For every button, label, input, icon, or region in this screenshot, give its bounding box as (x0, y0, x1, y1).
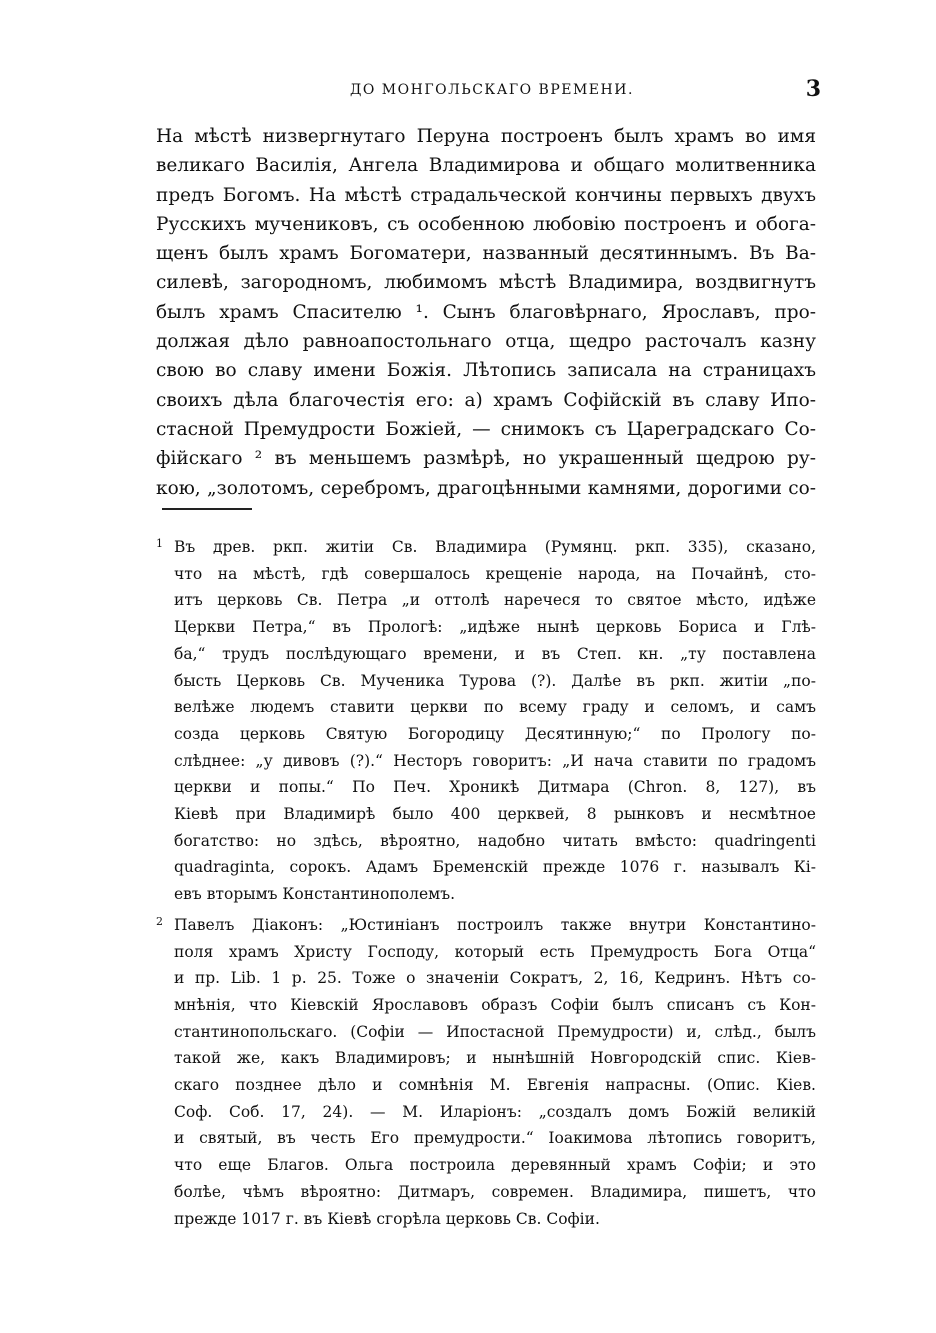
footnote-line: велѣже людемъ ставити церкви по всему граду и селомъ, и самъ (174, 698, 816, 717)
main-text-line: должая дѣло равноапостольнаго отца, щедро расточалъ казну (156, 331, 816, 353)
footnote-line: что на мѣстѣ, гдѣ совершалось крещеніе народа, на Почайнѣ, сто- (174, 564, 816, 583)
footnote-line: итъ церковь Св. Петра „и оттолѣ наречеся то святое мѣсто, идѣже (174, 591, 816, 610)
footnote-line: болѣе, чѣмъ вѣроятно: Дитмаръ, современ. Владимира, пишетъ, что (174, 1182, 816, 1201)
footnote-line: и пр. Lib. 1 p. 25. Тоже о значеніи Сократъ, 2, 16, Кедринъ. Нѣтъ со- (174, 969, 816, 988)
main-text-line: своихъ дѣла благочестія его: а) храмъ Софійскій въ славу Ипо- (156, 389, 816, 411)
main-text-line: Русскихъ мучениковъ, съ особенною любовію построенъ и обога- (156, 213, 816, 235)
footnote-line: что еще Благов. Ольга построила деревянный храмъ Софіи; и это (174, 1156, 816, 1175)
footnote-line: созда церковь Святую Богородицу Десятинную;“ по Прологу по- (174, 724, 816, 743)
footnote-line: Церкви Петра,“ въ Прологѣ: „идѣже нынѣ церковь Бориса и Глѣ- (174, 618, 816, 637)
footnote-line: и святый, въ честь Его премудрости.“ Іоакимова лѣтопись говоритъ, (174, 1129, 816, 1148)
footnote-line: бысть Церковь Св. Мученика Турова (?). Далѣе въ ркп. житіи „по- (174, 671, 816, 690)
footnote-line: церкви и попы.“ По Печ. Хроникѣ Дитмара (Chron. 8, 127), въ (174, 778, 816, 797)
footnote-line: богатство: но здѣсь, вѣроятно, надобно читать вмѣсто: quadringenti (174, 831, 816, 850)
main-text-line: фійскаго ² въ меньшемъ размѣрѣ, но украшенный щедрою ру- (156, 448, 816, 470)
main-text-line: былъ храмъ Спасителю ¹. Сынъ благовѣрнаго, Ярославъ, про- (156, 301, 816, 323)
footnote-line: quadraginta, сорокъ. Адамъ Бременскій прежде 1076 г. называлъ Кі- (174, 858, 816, 877)
footnote-line: стантинопольскаго. (Софіи — Ипостасной Премудрости) и, слѣд., былъ (174, 1022, 816, 1041)
running-title: ДО МОНГОЛЬСКАГО ВРЕМЕНИ. (350, 82, 634, 98)
footnote-line: Кіевѣ при Владимирѣ было 400 церквей, 8 рынковъ и несмѣтное (174, 805, 816, 824)
footnote-2 (156, 912, 816, 1232)
footnote-marker: 2 (156, 914, 163, 928)
footnote-line: евъ вторымъ Константинополемъ. (174, 885, 456, 904)
footnote-line: скаго позднее дѣло и сомнѣнія М. Евгенія напрасны. (Опис. Кіев. (174, 1076, 816, 1095)
footnote-line: мнѣнія, что Кіевскій Ярославовъ образъ Софіи былъ списанъ съ Кон- (174, 995, 816, 1014)
footnote-1 (156, 534, 816, 908)
footnote-marker: 1 (156, 537, 163, 550)
page-number: 3 (805, 76, 821, 102)
footnote-line: прежде 1017 г. въ Кіевѣ сгорѣла церковь Св. Софіи. (174, 1209, 600, 1228)
main-text-block (156, 122, 816, 503)
footnote-line: такой же, какъ Владимировъ; и нынѣшній Новгородскій спис. Кіев- (174, 1049, 816, 1068)
main-text-line: кою, „золотомъ, серебромъ, драгоцѣнными камнями, дорогими со- (156, 477, 816, 499)
running-header (155, 76, 825, 106)
footnote-separator (162, 508, 252, 510)
main-text-line: великаго Василія, Ангела Владимирова и общаго молитвенника (156, 155, 816, 177)
footnote-line: Въ древ. ркп. житіи Св. Владимира (Румянц. ркп. 335), сказано, (174, 538, 816, 556)
main-text-line: свою во славу имени Божія. Лѣтопись записала на страницахъ (156, 360, 816, 382)
main-text-line: силевѣ, загородномъ, любимомъ мѣстѣ Владимира, воздвигнутъ (156, 272, 816, 294)
footnote-line: слѣднее: „у дивовъ (?).“ Несторъ говоритъ: „И нача ставити по градомъ (174, 751, 816, 770)
footnote-line: ба,“ трудъ послѣдующаго времени, и въ Степ. кн. „ту поставлена (174, 644, 816, 663)
footnotes-block (156, 534, 816, 1232)
main-text-line: На мѣстѣ низвергнутаго Перуна построенъ былъ храмъ во имя (156, 126, 816, 147)
footnote-line: Павелъ Діаконъ: „Юстиніанъ построилъ также внутри Константино- (174, 915, 816, 934)
main-text-line: стасной Премудрости Божіей, — снимокъ съ Цареградскаго Со- (156, 418, 816, 440)
main-text-line: щенъ былъ храмъ Богоматери, названный десятиннымъ. Въ Ва- (156, 243, 816, 265)
footnote-line: поля храмъ Христу Господу, который есть Премудрость Бога Отца“ (174, 942, 816, 961)
main-text-line: предъ Богомъ. На мѣстѣ страдальческой кончины первыхъ двухъ (156, 184, 816, 206)
footnote-line: Соф. Соб. 17, 24). — М. Иларіонъ: „создалъ домъ Божій великій (174, 1102, 816, 1121)
